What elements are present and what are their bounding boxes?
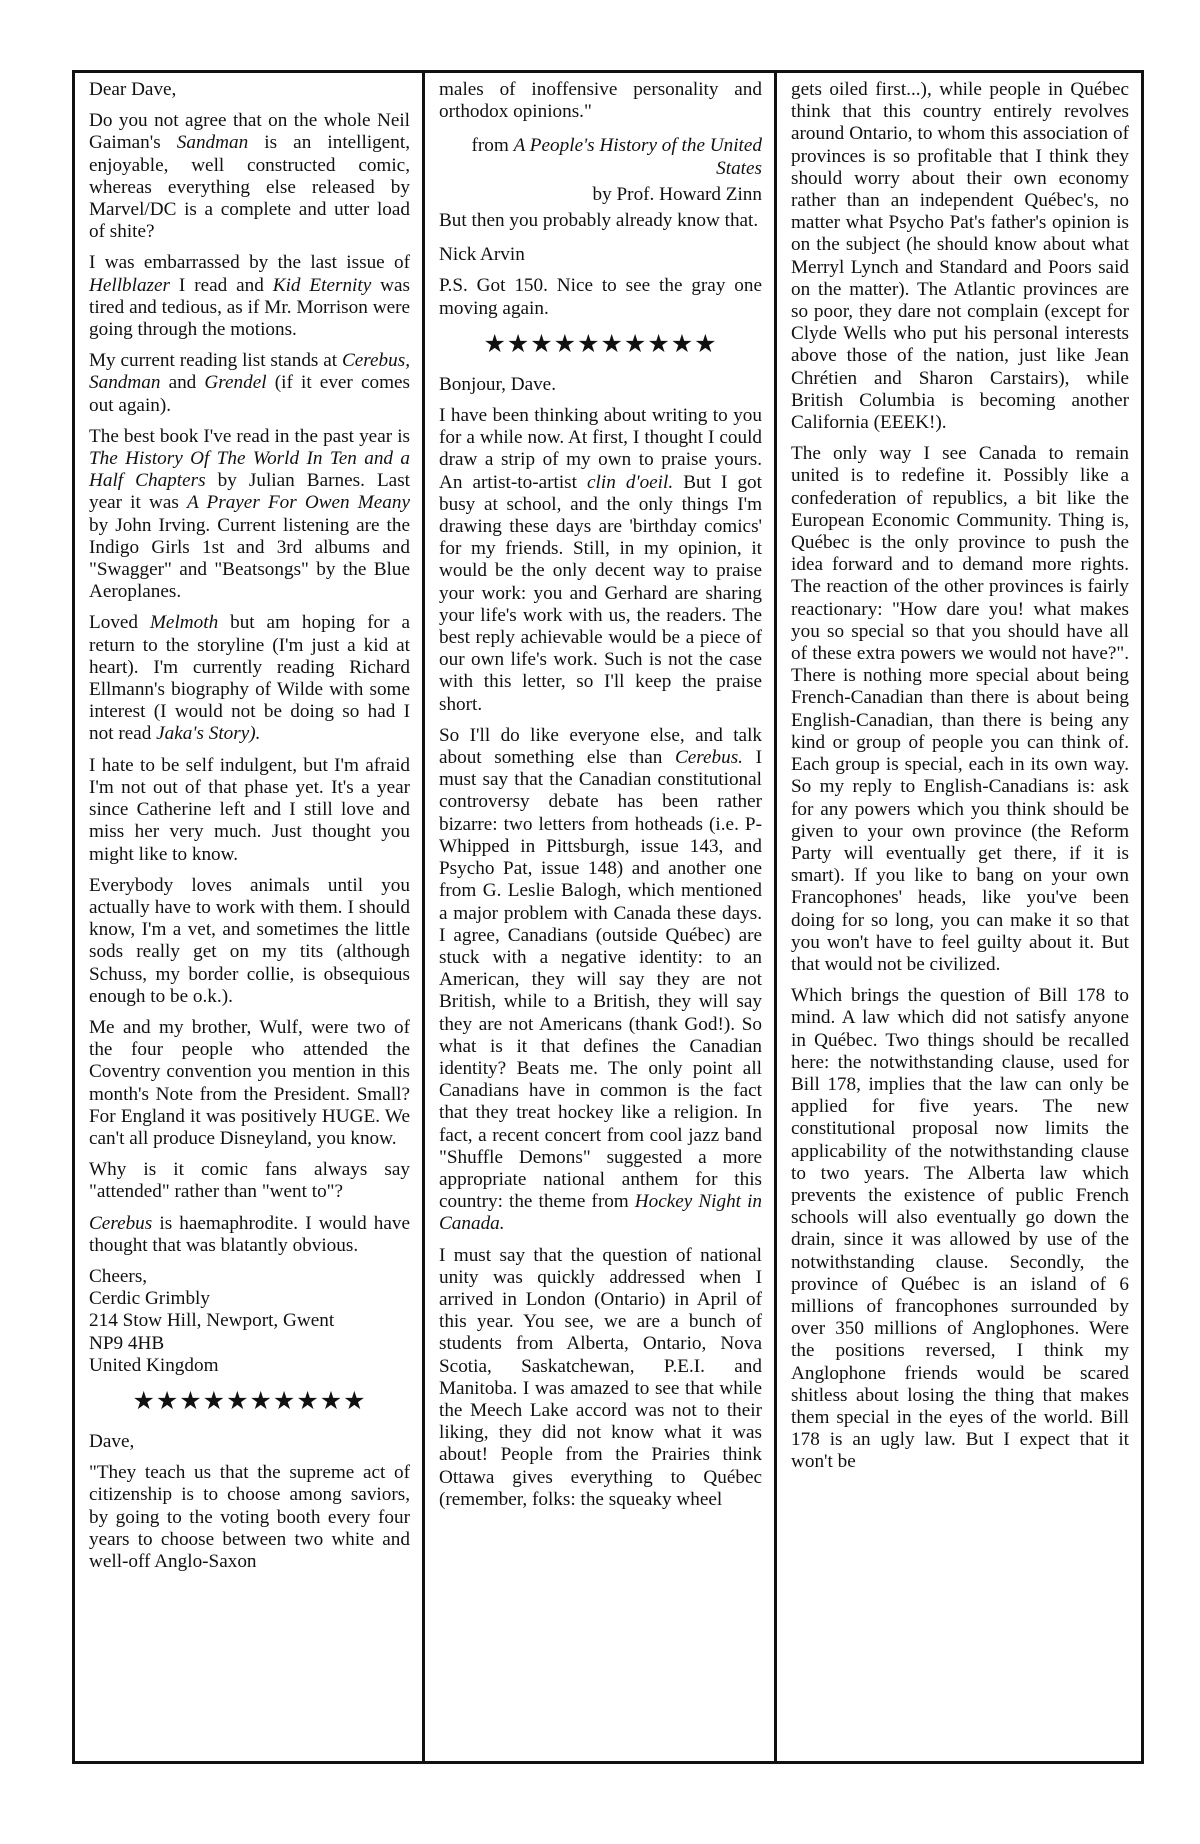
- signoff: Cheers,: [89, 1265, 148, 1287]
- salutation: Dear Dave,: [89, 79, 177, 100]
- star-divider: ★★★★★★★★★★: [132, 1385, 367, 1415]
- paragraph: "They teach us that the supreme act of citizenship is to choose among saviors, by going to the voting booth every four years to choose between two white and well-off Anglo-Saxon: [89, 1462, 410, 1572]
- paragraph: The only way I see Canada to remain united is to redefine it. Possibly like a confederation of republics, a bit like the European Economic Community. Thing is, Québec is the only province to push the idea forward and to demand more rights. The reaction of the other provinces is fairly reactionary: "How dare you! what makes you so special so that you should have all of these extra powers we would not have?". There is nothing more special about being French-Canadian than there is about being English-Canadian, than there is being any kind or group of people you can think of. Each group is special, each in its own way. So my reply to English-Canadians is: ask for any powers which you think should be given to your own province (the Reform Party will eventually get there, if it is smart). If you like to bang on your own Francophones' heads, like you've been doing for so long, you can make it so that you won't have to feel guilty about it. But that would not be civilized.: [791, 443, 1129, 975]
- address-line: United Kingdom: [89, 1354, 219, 1376]
- paragraph: Loved Melmoth but am hoping for a return to the storyline (I'm just a kid at heart). I'm currently reading Richard Ellmann's biography of Wilde with some interest (I would not be doing so had I not read Jaka's Story).: [89, 612, 410, 745]
- paragraph: So I'll do like everyone else, and talk about something else than Cerebus. I must say that the Canadian constitutional controversy debate has been rather bizarre: two letters from hotheads (i.e. P-Whipped in Pittsburgh, issue 143, and Psycho Pat, issue 148) and another one from G. Leslie Balogh, which mentioned a major problem with Canada these days. I agree, Canadians (outside Québec) are stuck with a negative identity: to an American, they will say they are not British, while to a British, they will say they are not Americans (thank God!). So what is it that defines the Canadian identity? Beats me. The only point all Canadians have in common is the fact that they treat hockey like a religion. In fact, a recent concert from cool jazz band "Shuffle Demons" suggested a more appropriate national anthem for this country: the theme from Hockey Night in Canada.: [439, 724, 762, 1235]
- address-line: 214 Stow Hill, Newport, Gwent: [89, 1310, 335, 1332]
- paragraph: males of inoffensive personality and orthodox opinions.": [439, 79, 762, 123]
- quote-source: from A People's History of the United States: [471, 135, 762, 179]
- salutation: Dave,: [89, 1430, 135, 1452]
- paragraph: Why is it comic fans always say "attended" rather than "went to"?: [89, 1159, 410, 1203]
- paragraph: Me and my brother, Wulf, were two of the four people who attended the Coventry convention you mention in this month's Note from the President. Small? For England it was positively HUGE. We can't all produce Disneyland, you know.: [89, 1016, 410, 1149]
- column-2: [425, 73, 777, 1761]
- paragraph: Everybody loves animals until you actually have to work with them. I should know, I'm a vet, and sometimes the little sods really get on my tits (although Schuss, my border collie, is obsequious enough to be o.k.).: [89, 874, 410, 1007]
- paragraph: I have been thinking about writing to you for a while now. At first, I thought I could draw a strip of my own to praise yours. An artist-to-artist clin d'oeil. But I got busy at school, and the only things I'm drawing these days are 'birthday comics' for my friends. Still, in my opinion, it would be the only decent way to praise your work: you and Gerhard are sharing your life's work with us, the readers. The best reply achievable would be a piece of our own life's work. Such is not the case with this letter, so I'll keep the praise short.: [439, 405, 762, 715]
- column-1: [75, 73, 425, 1761]
- column-3: [777, 73, 1141, 1761]
- quote-author: by Prof. Howard Zinn: [592, 183, 762, 205]
- paragraph: I must say that the question of national unity was quickly addressed when I arrived in London (Ontario) in April of this year. You see, we are a bunch of students from Alberta, Ontario, Nova Scotia, Saskatchewan, P.E.I. and Manitoba. I was amazed to see that while the Meech Lake accord was not to their liking, they did not know what it was about! People from the Prairies think Ottawa gives everything to Québec (remember, folks: the squeaky wheel: [439, 1244, 762, 1510]
- postscript: P.S. Got 150. Nice to see the gray one moving again.: [439, 275, 762, 319]
- paragraph: But then you probably already know that.: [439, 210, 759, 232]
- star-divider: ★★★★★★★★★★: [483, 328, 718, 358]
- paragraph: My current reading list stands at Cerebus, Sandman and Grendel (if it ever comes out again).: [89, 350, 410, 416]
- paragraph: The best book I've read in the past year is The History Of The World In Ten and a Half Chapters by Julian Barnes. Last year it was A Prayer For Owen Meany by John Irving. Current listening are the Indigo Girls 1st and 3rd albums and "Swagger" and "Beatsongs" by the Blue Aeroplanes.: [89, 425, 410, 603]
- paragraph: I hate to be self indulgent, but I'm afraid I'm not out of that phase yet. It's a year since Catherine left and I still love and miss her very much. Just thought you might like to know.: [89, 754, 410, 865]
- signature-name: Cerdic Grimbly: [89, 1288, 210, 1310]
- paragraph: I was embarrassed by the last issue of Hellblazer I read and Kid Eternity was tired and tedious, as if Mr. Morrison were going through the motions.: [89, 252, 411, 341]
- paragraph: Cerebus is haemaphrodite. I would have thought that was blatantly obvious.: [89, 1212, 410, 1256]
- paragraph: Which brings the question of Bill 178 to mind. A law which did not satisfy anyone in Québec. Two things should be recalled here: the notwithstanding clause, used for Bill 178, implies that the law can only be applied for five years. The new constitutional proposal now limits the applicability of the notwithstanding clause to two years. The Alberta law which prevents the existence of public French schools will also eventually go down the drain, since it was allowed by use of the notwithstanding clause. Secondly, the province of Québec is an island of 6 millions of francophones surrounded by over 350 millions of Anglophones. Were the positions reversed, I think my Anglophone friends would be scared shitless about losing the thing that makes them special in the eyes of the world. Bill 178 is an ugly law. But I expect that it won't be: [791, 985, 1129, 1473]
- signature-name: Nick Arvin: [439, 244, 525, 266]
- paragraph: gets oiled first...), while people in Québec think that this country entirely revolves around Ontario, to whom this association of provinces is so profitable that I think they should worry about their own economy rather than an independent Québec's, no matter what Psycho Pat's father's opinion is on the subject (he should know about what Merryl Lynch and Standard and Poors said on the matter). The Atlantic provinces are so poor, they dare not complain (except for Clyde Wells who put his personal interests above those of the nation, just like Jean Chrétien and Sharon Carstairs), while British Columbia is becoming another California (EEEK!).: [791, 79, 1129, 434]
- salutation: Bonjour, Dave.: [439, 373, 556, 395]
- letters-frame: [72, 70, 1144, 1764]
- paragraph: Do you not agree that on the whole Neil Gaiman's Sandman is an intelligent, enjoyable, well constructed comic, whereas everything else released by Marvel/DC is a complete and utter load of shite?: [89, 110, 410, 243]
- address-line: NP9 4HB: [89, 1332, 165, 1354]
